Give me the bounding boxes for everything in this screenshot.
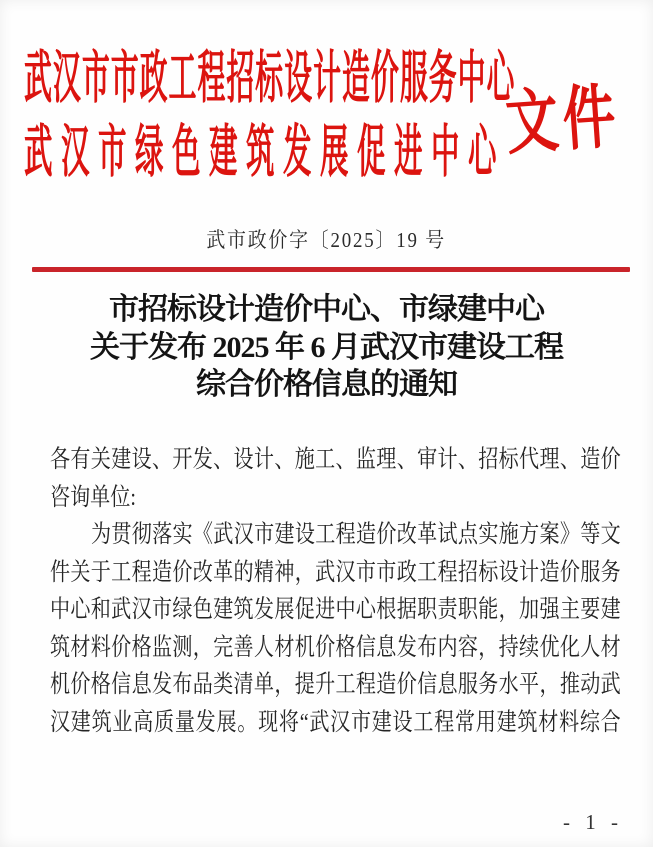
body-line-paragraph-3: 中心和武汉市绿色建筑发展促进中心根据职责职能，加强主要建 <box>50 596 621 623</box>
notice-title-line-1: 市招标设计造价中心、市绿建中心 <box>109 293 544 326</box>
org-name-line2: 武汉市绿色建筑发展促进中心 <box>24 121 505 184</box>
notice-title-line-2: 关于发布 2025 年 6 月武汉市建设工程 <box>90 330 563 364</box>
body-line-salutation-1: 各有关建设、开发、设计、施工、监理、审计、招标代理、造价 <box>50 446 621 473</box>
page-number: - 1 - <box>563 810 623 834</box>
document-reference-number-text: 武市政价字〔2025〕19 号 <box>206 228 447 252</box>
body-line-salutation-2: 咨询单位: <box>50 483 136 511</box>
document-type-label: 文件 <box>503 79 623 164</box>
notice-body <box>50 441 621 741</box>
body-line-paragraph-4: 筑材料价格监测，完善人材机价格信息发布内容，持续优化人材 <box>50 633 621 661</box>
notice-title-line-3: 综合价格信息的通知 <box>196 368 457 401</box>
red-divider-rule <box>32 267 630 272</box>
body-line-paragraph-6: 汉建筑业高质量发展。现将“武汉市建设工程常用建筑材料综合 <box>50 708 621 736</box>
document-reference-number <box>0 224 653 254</box>
body-line-paragraph-5: 机价格信息发布品类清单，提升工程造价信息服务水平，推动武 <box>50 671 621 698</box>
notice-title <box>0 291 653 404</box>
body-line-paragraph-2: 件关于工程造价改革的精神，武汉市市政工程招标设计造价服务 <box>50 558 621 586</box>
org-name-line1: 武汉市市政工程招标设计造价服务中心 <box>24 47 516 110</box>
body-line-paragraph-1: 为贯彻落实《武汉市建设工程造价改革试点实施方案》等文 <box>91 521 621 548</box>
